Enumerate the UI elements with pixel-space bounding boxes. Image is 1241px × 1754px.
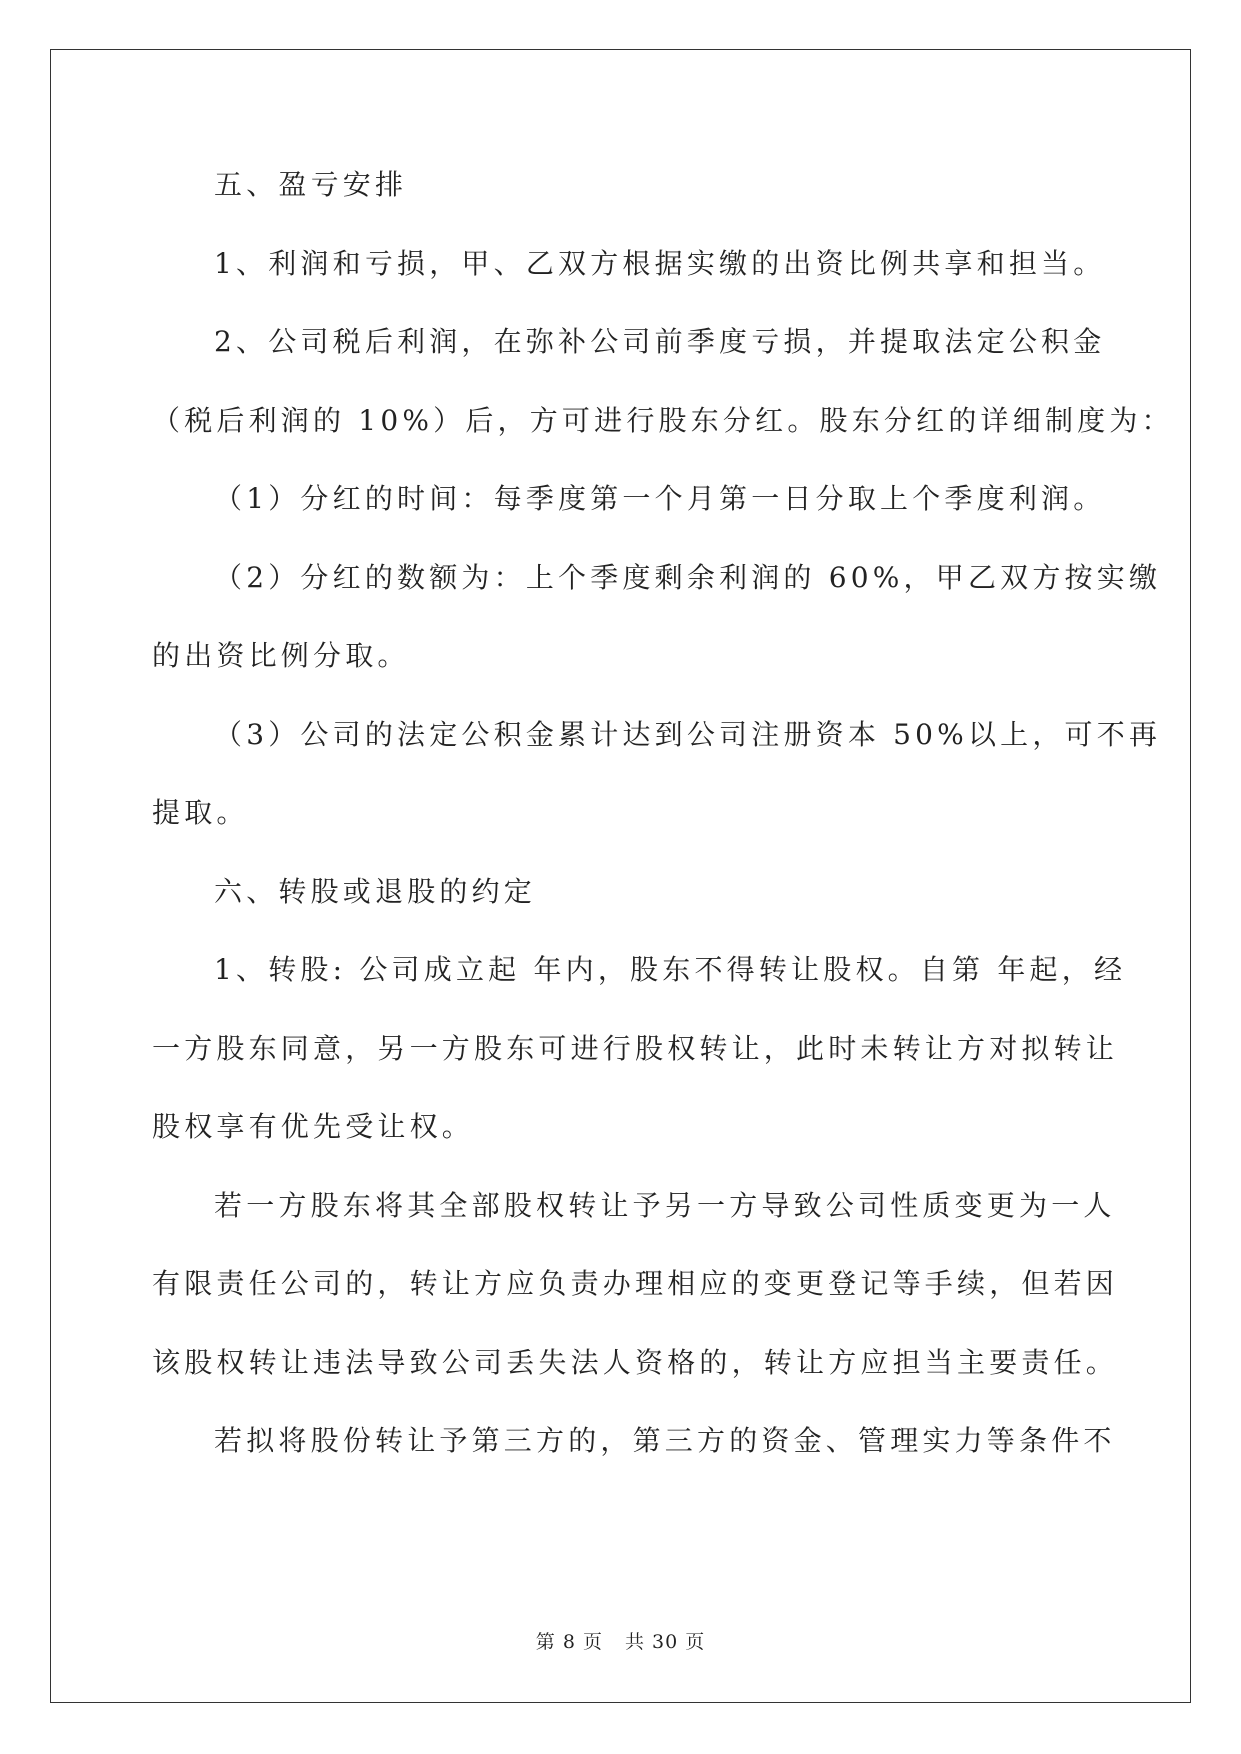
paragraph-line: 2、公司税后利润，在弥补公司前季度亏损，并提取法定公积金: [214, 325, 1106, 358]
paragraph-line: （2）分红的数额为：上个季度剩余利润的 60%，甲乙双方按实缴: [214, 560, 1162, 594]
paragraph-line: 一方股东同意，另一方股东可进行股权转让，此时未转让方对拟转让: [152, 1031, 1119, 1065]
paragraph-line: 提取。: [152, 796, 249, 829]
paragraph-line: 股权享有优先受让权。: [152, 1110, 475, 1143]
document-body: [152, 160, 1174, 1495]
page-total: 共 30 页: [624, 1631, 706, 1653]
paragraph-line: 该股权转让违法导致公司丢失法人资格的，转让方应担当主要责任。: [152, 1345, 1119, 1379]
paragraph-line: （3）公司的法定公积金累计达到公司注册资本 50%以上，可不再: [214, 717, 1162, 751]
page-footer: [0, 1627, 1241, 1654]
section-heading-share-transfer: 六、转股或退股的约定: [214, 874, 537, 908]
paragraph-line: 1、利润和亏损，甲、乙双方根据实缴的出资比例共享和担当。: [214, 246, 1106, 280]
paragraph-line: （1）分红的时间：每季度第一个月第一日分取上个季度利润。: [214, 482, 1106, 515]
paragraph-line: 若拟将股份转让予第三方的，第三方的资金、管理实力等条件不: [214, 1424, 1116, 1457]
paragraph-line: 的出资比例分取。: [152, 639, 410, 672]
paragraph-line: 1、转股: 公司成立起 年内，股东不得转让股权。自第 年起，经: [214, 953, 1127, 986]
section-heading-profit-loss: 五、盈亏安排: [214, 168, 408, 201]
paragraph-line: （税后利润的 10%）后，方可进行股东分红。股东分红的详细制度为：: [152, 403, 1174, 437]
paragraph-line: 有限责任公司的，转让方应负责办理相应的变更登记等手续，但若因: [152, 1267, 1119, 1300]
page-number: 第 8 页: [535, 1631, 603, 1653]
paragraph-line: 若一方股东将其全部股权转让予另一方导致公司性质变更为一人: [214, 1188, 1116, 1222]
